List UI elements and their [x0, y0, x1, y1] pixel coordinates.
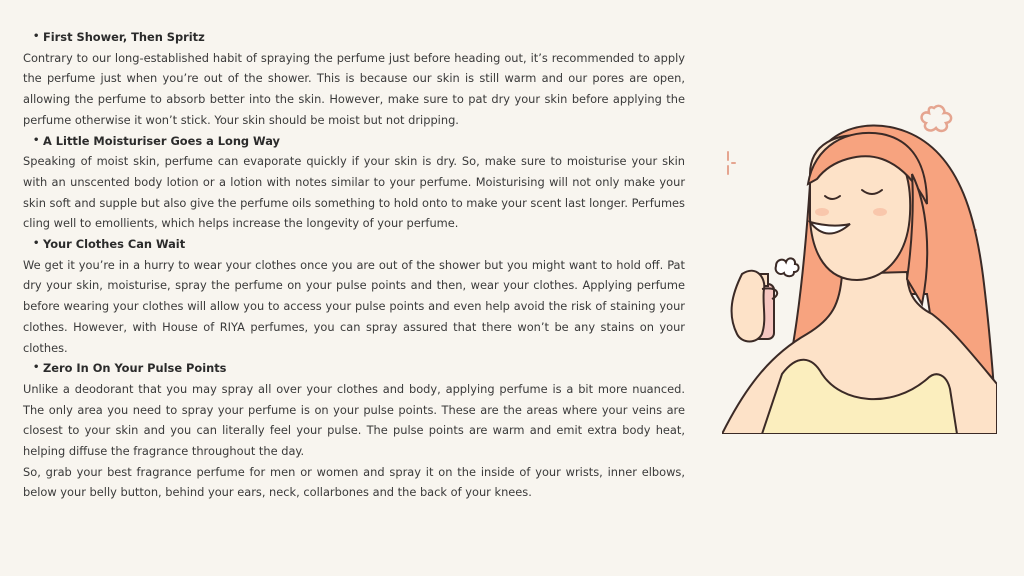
- woman-spraying-perfume-illustration: [722, 104, 997, 434]
- section-paragraph: Speaking of moist skin, perfume can evaporate quickly if your skin is dry. So, make sure to moisturise your skin with an unscented body lotion or a lotion with notes similar to your perfume. Moisturising will not only make your skin soft and supple but also give the perfume oils something to hold onto to make your scent last longer. Perfumes cling well to emollients, which helps increase the longevity of your perfume.: [23, 154, 685, 231]
- bullet-dot: •: [33, 238, 40, 250]
- article-content: [23, 27, 685, 503]
- bullet-dot: •: [33, 134, 40, 146]
- section-paragraph: Unlike a deodorant that you may spray all over your clothes and body, applying perfume is a bit more nuanced. The only area you need to spray your perfume is on your pulse points. These are the areas where your veins are closest to your skin and you can literally feel your pulse. The pulse points are warm and emit extra body heat, helping diffuse the fragrance throughout the day.: [23, 381, 685, 459]
- section-heading-text: Zero In On Your Pulse Points: [43, 361, 227, 376]
- section-paragraph: We get it you’re in a hurry to wear your clothes once you are out of the shower but you might want to hold off. Pat dry your skin, moisturise, spray the perfume on your pulse points and then, wear your clothes. Applying perfume before wearing your clothes will allow you to access your pulse points and even help avoid the risk of staining your clothes. However, with House of RIYA perfumes, you can spray assured that there won’t be any stains on your clothes.: [23, 257, 685, 355]
- bullet-dot: •: [33, 31, 40, 42]
- section-heading: [33, 27, 685, 48]
- sparkle-icon: [728, 152, 735, 174]
- section-paragraph: Contrary to our long-established habit of spraying the perfume just before heading out, it’s recommended to apply the perfume just when you’re out of the shower. This is because our skin is still warm and our pores are open, allowing the perfume to absorb better into the skin. However, make sure to pat dry your skin before applying the perfume otherwise it won’t stick. Your skin should be moist but not dripping.: [23, 50, 685, 127]
- section-heading-text: First Shower, Then Spritz: [43, 30, 205, 44]
- section-heading: [33, 131, 685, 152]
- section-heading: [33, 234, 685, 255]
- bullet-dot: •: [33, 362, 40, 374]
- section-heading-text: A Little Moisturiser Goes a Long Way: [43, 133, 280, 148]
- flower-icon: [922, 106, 952, 131]
- closing-paragraph: So, grab your best fragrance perfume for men or women and spray it on the inside of your wrists, inner elbows, below your belly button, behind your ears, neck, collarbones and the back of your knees.: [23, 464, 685, 500]
- section-heading: [33, 358, 685, 379]
- section-heading-text: Your Clothes Can Wait: [43, 237, 186, 252]
